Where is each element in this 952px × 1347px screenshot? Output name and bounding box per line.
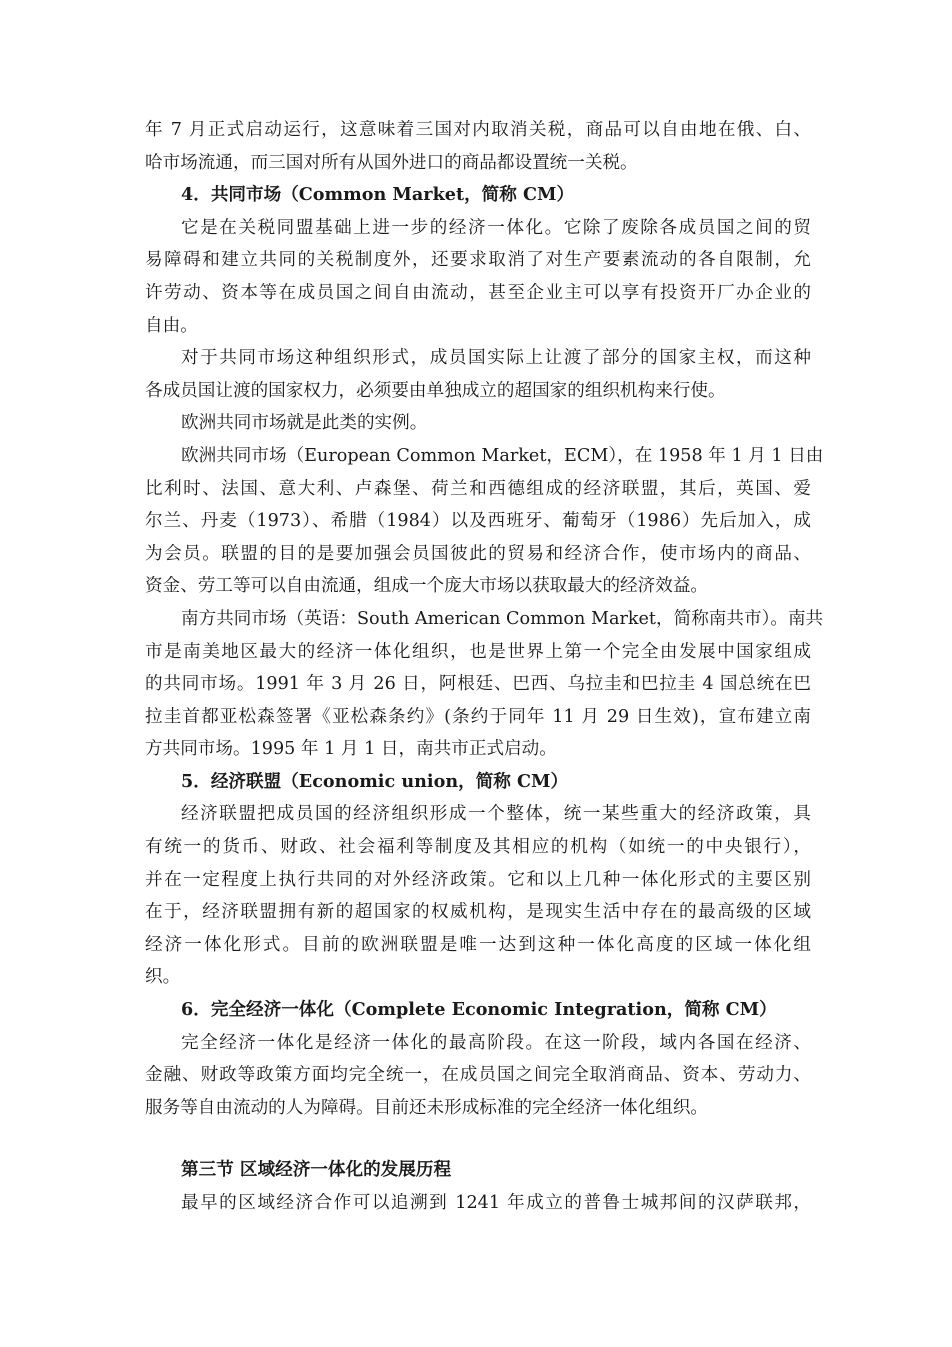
section-heading-development-history: 第三节 区域经济一体化的发展历程	[181, 1159, 452, 1181]
paragraph-customs-union-continued	[145, 114, 811, 179]
text-line: 经济联盟把成员国的经济组织形成一个整体，统一某些重大的经济政策，具	[181, 804, 811, 825]
paragraph-sovereignty	[145, 342, 811, 407]
text-line: 方共同市场。1995 年 1 月 1 日，南共市正式启动。	[145, 739, 557, 760]
text-line: 在于，经济联盟拥有新的超国家的权威机构，是现实生活中存在的最高级的区域	[145, 902, 811, 923]
text-line: 金融、财政等政策方面均完全统一，在成员国之间完全取消商品、资本、劳动力、	[145, 1065, 811, 1086]
text-line: 的共同市场。1991 年 3 月 26 日，阿根廷、巴西、乌拉圭和巴拉圭 4 国总统在巴	[145, 674, 811, 695]
text-line: 资金、劳工等可以自由流通，组成一个庞大市场以获取最大的经济效益。	[145, 576, 709, 597]
text-line: 最早的区域经济合作可以追溯到 1241 年成立的普鲁士城邦间的汉萨联邦，	[181, 1193, 811, 1213]
heading-economic-union: 5．经济联盟（Economic union，简称 CM）	[181, 770, 569, 792]
text-line: 服务等自由流动的人为障碍。目前还未形成标准的完全经济一体化组织。	[145, 1097, 709, 1118]
paragraph-complete-integration	[145, 1027, 811, 1125]
text-line: 年 7 月正式启动运行，这意味着三国对内取消关税，商品可以自由地在俄、白、	[145, 120, 811, 140]
text-line: 易障碍和建立共同的关税制度外，还要求取消了对生产要素流动的各自限制，允	[145, 250, 811, 271]
text-line: 织。	[145, 967, 181, 988]
heading-common-market: 4．共同市场（Common Market，简称 CM）	[181, 184, 575, 206]
document-page	[145, 114, 824, 1220]
text-line: 各成员国让渡的国家权力，必须要由单独成立的超国家的组织机构来行使。	[145, 380, 726, 401]
text-line: 拉圭首都亚松森签署《亚松森条约》(条约于同年 11 月 29 日生效)，宣布建立南	[145, 706, 811, 727]
paragraph-european-common-market	[145, 440, 824, 603]
paragraph-example-intro	[145, 407, 811, 440]
heading-complete-integration: 6．完全经济一体化（Complete Economic Integration，简称 CM）	[181, 999, 777, 1021]
text-line: 完全经济一体化是经济一体化的最高阶段。在这一阶段，域内各国在经济、	[181, 1032, 811, 1053]
text-line: 为会员。联盟的目的是要加强会员国彼此的贸易和经济合作，使市场内的商品、	[145, 543, 811, 564]
text-line: 自由。	[145, 315, 198, 336]
text-line: 有统一的货币、财政、社会福利等制度及其相应的机构（如统一的中央银行），	[145, 837, 811, 858]
paragraph-mercosur	[145, 603, 824, 766]
text-line: 市是南美地区最大的经济一体化组织，也是世界上第一个完全由发展中国家组成	[145, 641, 811, 662]
text-line: 许劳动、资本等在成员国之间自由流动，甚至企业主可以享有投资开厂办企业的	[145, 282, 811, 303]
text-line: 经济一体化形式。目前的欧洲联盟是唯一达到这种一体化高度的区域一体化组	[145, 934, 811, 955]
paragraph-common-market-definition	[145, 212, 811, 342]
text-line: 欧洲共同市场（European Common Market，ECM），在 1958 年 1 月 1 日由	[181, 445, 824, 466]
text-line: 哈市场流通，而三国对所有从国外进口的商品都设置统一关税。	[145, 152, 638, 173]
paragraph-economic-union	[145, 798, 811, 994]
text-line: 并在一定程度上执行共同的对外经济政策。它和以上几种一体化形式的主要区别	[145, 869, 811, 890]
text-line: 尔兰、丹麦（1973）、希腊（1984）以及西班牙、葡萄牙（1986）先后加入，成	[145, 511, 811, 532]
paragraph-hanseatic	[145, 1187, 811, 1220]
text-line: 它是在关税同盟基础上进一步的经济一体化。它除了废除各成员国之间的贸	[181, 217, 811, 238]
text-line: 欧洲共同市场就是此类的实例。	[181, 413, 428, 434]
text-line: 对于共同市场这种组织形式，成员国实际上让渡了部分的国家主权，而这种	[181, 348, 811, 369]
text-line: 比利时、法国、意大利、卢森堡、荷兰和西德组成的经济联盟，其后，英国、爱	[145, 478, 811, 499]
text-line: 南方共同市场（英语：South American Common Market，简称南共市）。南共	[181, 608, 824, 629]
